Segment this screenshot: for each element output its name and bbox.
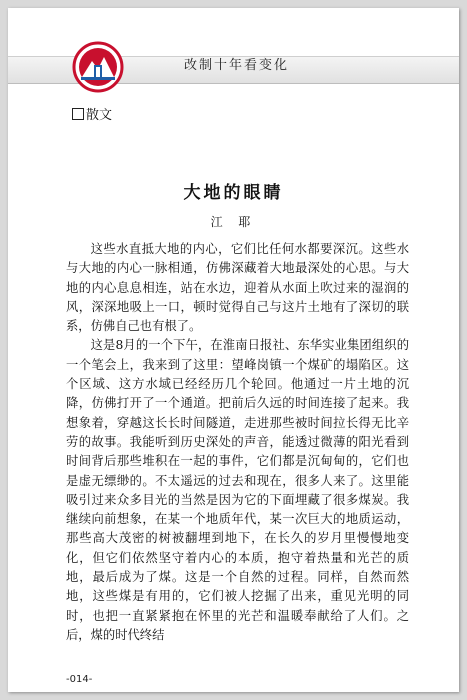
- page-number: -014-: [66, 674, 93, 685]
- article-author: 江 耶: [210, 215, 257, 229]
- paragraph: 这些水直抵大地的内心，它们比任何水都要深沉。这些水与大地的内心一脉相通，仿佛深藏着大地最深处的心思。与大地的内心息息相连，站在水边，迎着从水面上吹过来的湿润的风，深深地吸上一口，顿时觉得自己与这片土地有了深切的联系，仿佛自己也有根了。: [66, 242, 409, 334]
- section-label: [72, 104, 112, 123]
- book-page: [8, 8, 459, 692]
- series-title: 改制十年看变化: [184, 58, 290, 73]
- mountain-emblem-icon: [72, 41, 124, 93]
- article-title: 大地的眼睛: [183, 183, 284, 203]
- paragraph: 这是8月的一个下午，在淮南日报社、东华实业集团组织的一个笔会上，我来到了这里：望峰岗镇一个煤矿的塌陷区。这个区域、这方水域已经经历几个轮回。他通过一片土地的沉降，仿佛打开了一个通道。把前后久远的时间连接了起来。我想象着，穿越这长长时间隧道，走进那些被时间拉长得无比辛劳的故事。我能听到历史深处的声音，能透过微薄的阳光看到时间背后那些堆积在一起的事件，它们都是沉甸甸的，它们也是虚无缥缈的。不太遥远的过去和现在，很多人来了。这里能吸引过来众多目光的当然是因为它的下面埋藏了很多煤炭。我继续向前想象，在某一个地质年代，某一次巨大的地质运动，那些高大茂密的树被翻埋到地下，在长久的岁月里慢慢地变化，但它们依然坚守着内心的本质，抱守着热量和光芒的质地，最后成为了煤。这是一个自然的过程。同样，自然而然地，这些煤是有用的，它们被人挖掘了出来，重见光明的同时，也把一直紧紧抱在怀里的光芒和温暖奉献给了人们。之后，煤的时代终结: [66, 338, 409, 642]
- section-label-text: 散文: [86, 108, 113, 123]
- checkbox-square-icon: [72, 108, 84, 120]
- article-body: [66, 240, 409, 645]
